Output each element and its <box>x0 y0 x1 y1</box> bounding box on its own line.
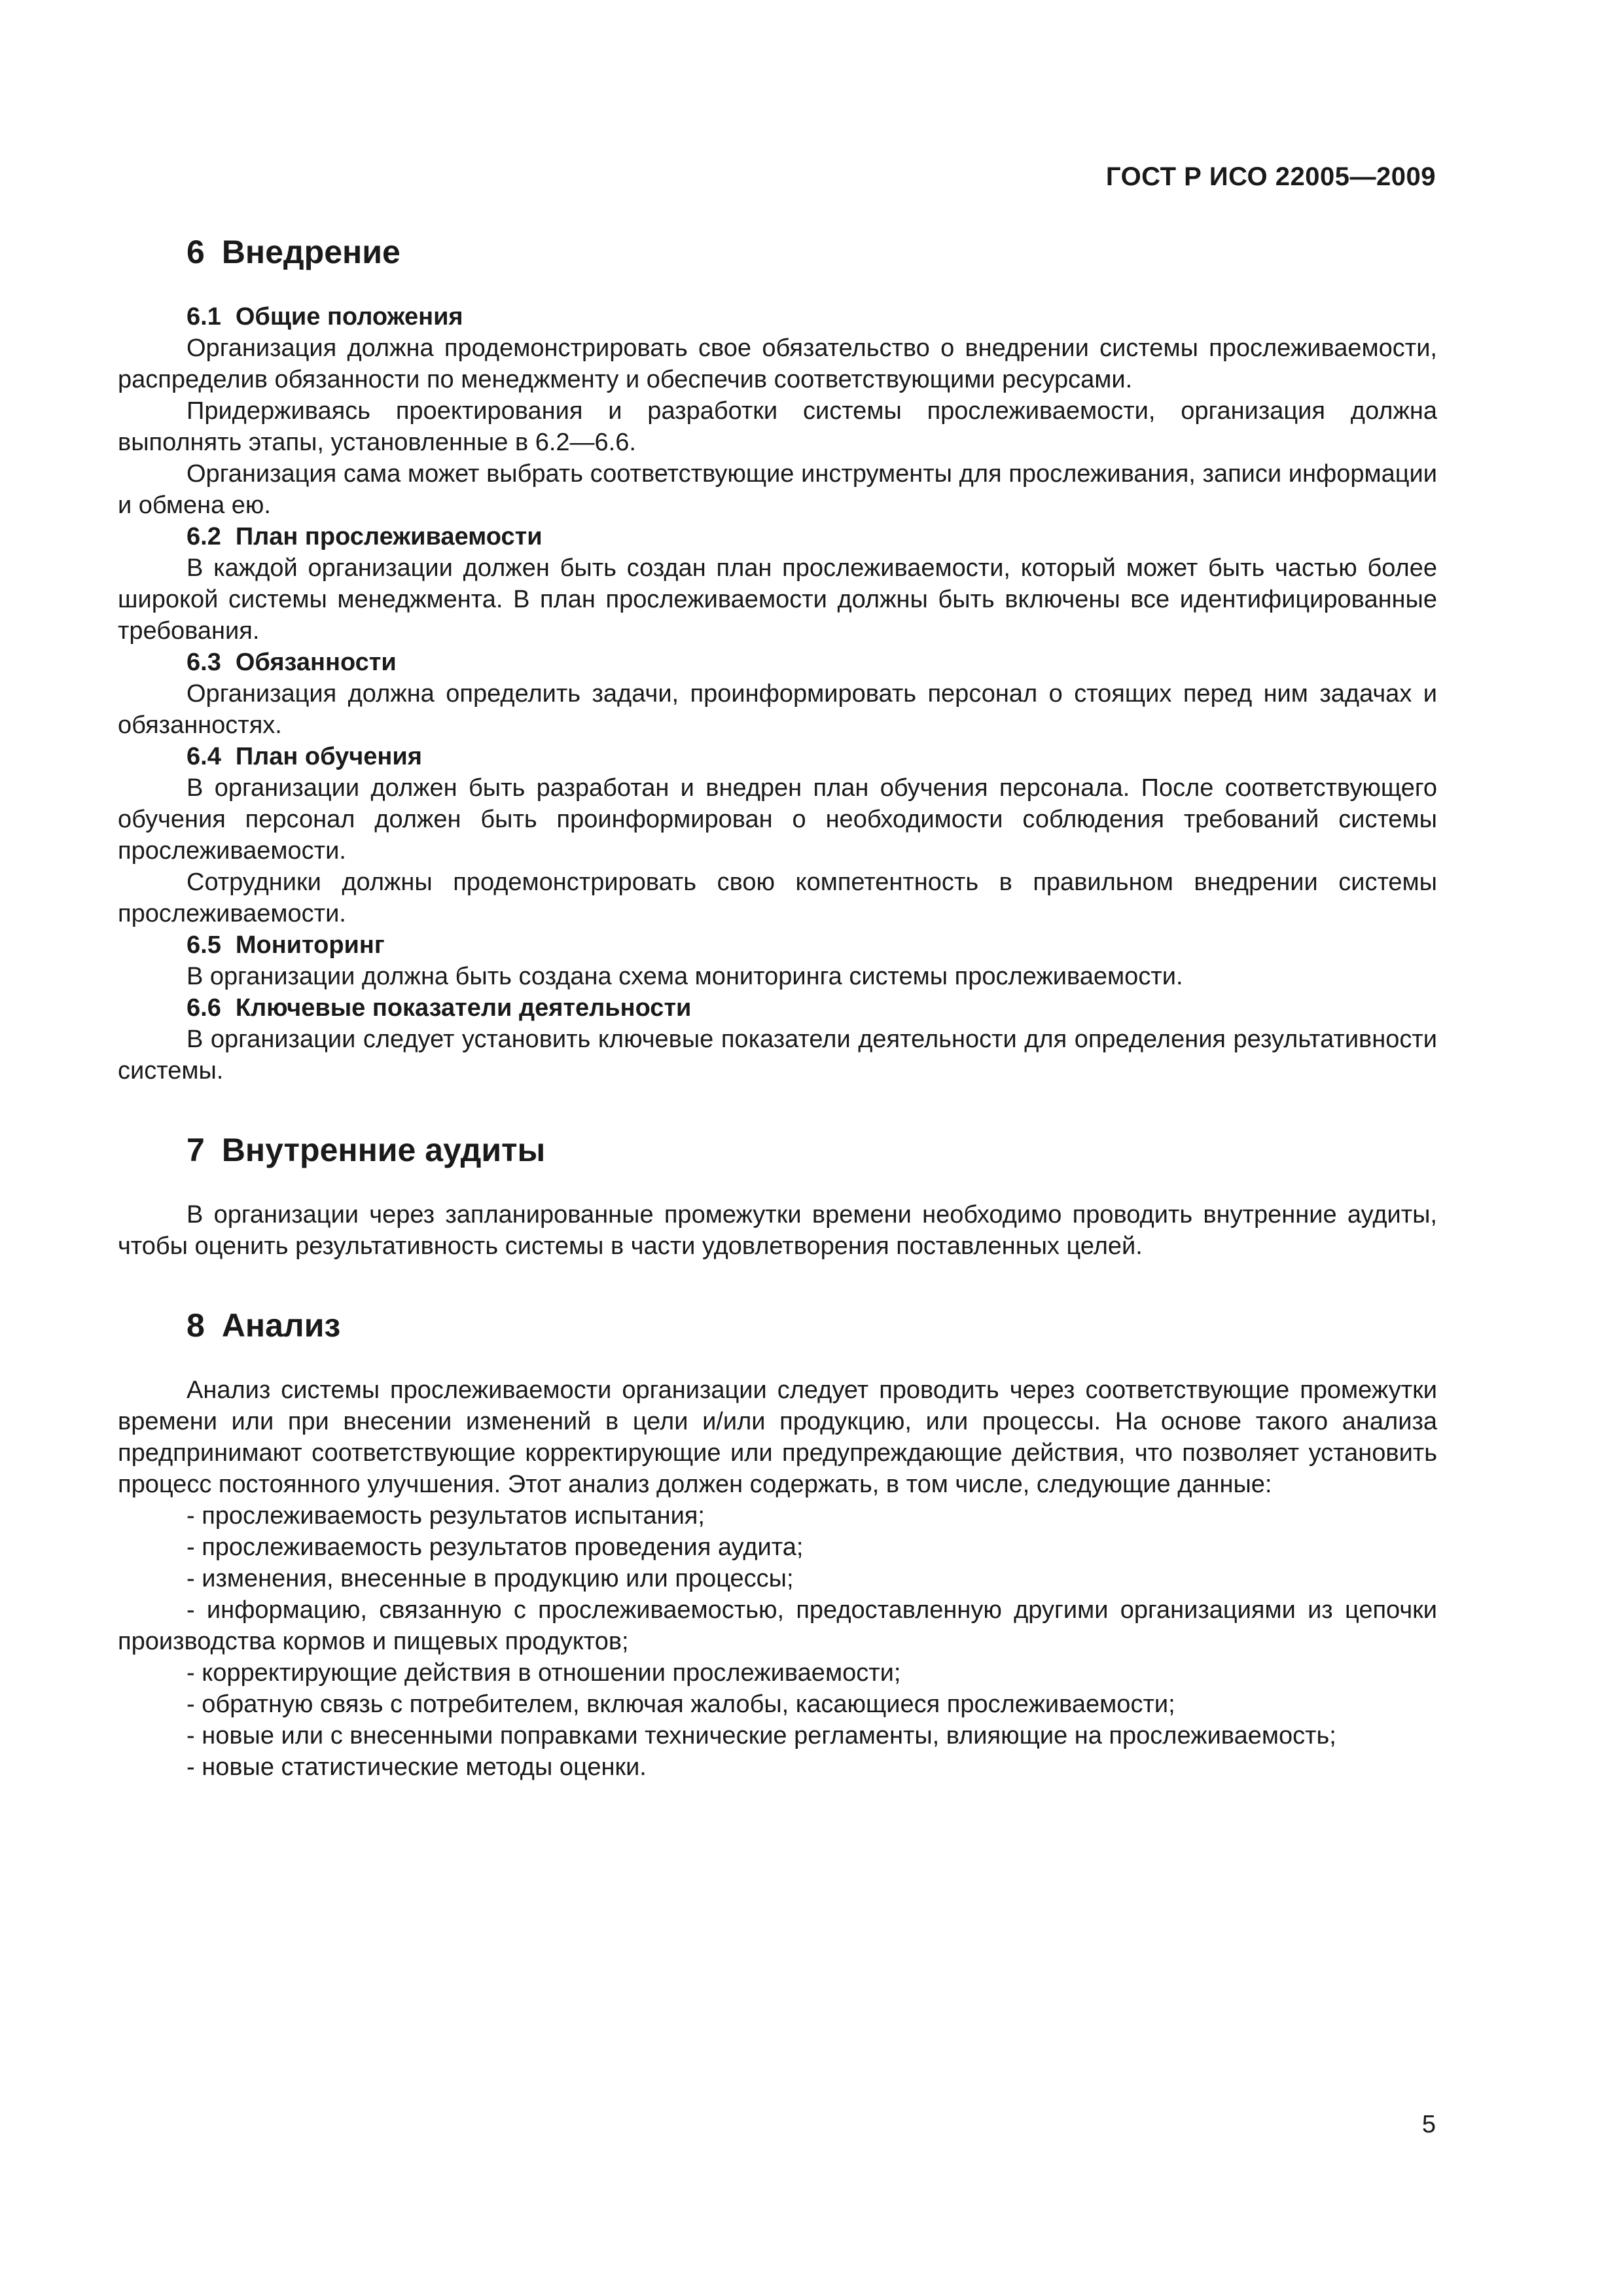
subsection-6-4-number: 6.4 <box>187 743 221 770</box>
section-7-title: Внутренние аудиты <box>221 1132 546 1168</box>
subsection-6-4-heading <box>118 741 1437 772</box>
paragraph-8-1: Анализ системы прослеживаемости организации следует проводить через соответствующие промежутки времени или при внесении изменений в цели и/или продукцию, или процессы. На основе такого анализа предпринимают соответствующие корректирующие или предупреждающие действия, что позволяет установить процесс постоянного улучшения. Этот анализ должен содержать, в том числе, следующие данные: <box>118 1376 1437 1498</box>
paragraph-6-1-2: Придерживаясь проектирования и разработки системы прослеживаемости, организация должна выполнять этапы, установленные в 6.2—6.6. <box>118 397 1437 456</box>
paragraph-6-6-1: В организации следует установить ключевые показатели деятельности для определения результативности системы. <box>118 1026 1437 1085</box>
subsection-6-3-number: 6.3 <box>187 649 221 676</box>
analysis-data-list <box>118 1500 1437 1783</box>
subsection-6-4-title: План обучения <box>235 743 422 770</box>
list-item: - прослеживаемость результатов проведения аудита; <box>187 1534 804 1561</box>
document-body <box>118 229 1437 1783</box>
paragraph-6-2-1: В каждой организации должен быть создан план прослеживаемости, который может быть частью более широкой системы менеджмента. В план прослеживаемости должны быть включены все идентифицированные требования. <box>118 554 1437 645</box>
section-6-number: 6 <box>187 234 205 270</box>
section-8-title: Анализ <box>221 1307 341 1344</box>
subsection-6-5-title: Мониторинг <box>235 931 385 959</box>
subsection-6-5-number: 6.5 <box>187 931 221 959</box>
subsection-6-6-heading <box>118 992 1437 1024</box>
section-8-number: 8 <box>187 1307 205 1344</box>
section-6-heading <box>118 229 1437 275</box>
subsection-6-3-heading <box>118 647 1437 678</box>
section-7-heading <box>118 1127 1437 1173</box>
subsection-6-6-number: 6.6 <box>187 994 221 1022</box>
section-8-heading <box>118 1302 1437 1348</box>
document-code-header: ГОСТ Р ИСО 22005—2009 <box>1105 162 1436 191</box>
list-item: - обратную связь с потребителем, включая жалобы, касающиеся прослеживаемости; <box>187 1691 1175 1718</box>
subsection-6-5-heading <box>118 929 1437 961</box>
paragraph-6-4-2: Сотрудники должны продемонстрировать свою компетентность в правильном внедрении системы прослеживаемости. <box>118 869 1437 927</box>
list-item: - прослеживаемость результатов испытания; <box>187 1502 705 1530</box>
subsection-6-6-title: Ключевые показатели деятельности <box>235 994 692 1022</box>
subsection-6-1-heading <box>118 301 1437 332</box>
paragraph-6-1-1: Организация должна продемонстрировать свое обязательство о внедрении системы прослеживаемости, распределив обязанности по менеджменту и обеспечив соответствующими ресурсами. <box>118 334 1437 393</box>
list-item: - корректирующие действия в отношении прослеживаемости; <box>187 1659 901 1687</box>
subsection-6-3-title: Обязанности <box>235 649 397 676</box>
paragraph-6-3-1: Организация должна определить задачи, проинформировать персонал о стоящих перед ним задачах и обязанностях. <box>118 680 1437 739</box>
paragraph-7-1: В организации через запланированные промежутки времени необходимо проводить внутренние аудиты, чтобы оценить результативность системы в части удовлетворения поставленных целей. <box>118 1201 1437 1260</box>
paragraph-6-1-3: Организация сама может выбрать соответствующие инструменты для прослеживания, записи информации и обмена ею. <box>118 460 1437 519</box>
list-item: - новые или с внесенными поправками технические регламенты, влияющие на прослеживаемость; <box>187 1722 1336 1749</box>
subsection-6-2-number: 6.2 <box>187 523 221 550</box>
section-7-number: 7 <box>187 1132 205 1168</box>
subsection-6-1-number: 6.1 <box>187 303 221 331</box>
subsection-6-1-title: Общие положения <box>235 303 463 331</box>
subsection-6-2-heading <box>118 521 1437 552</box>
page-number: 5 <box>1421 2111 1436 2138</box>
list-item: - изменения, внесенные в продукцию или процессы; <box>187 1565 794 1592</box>
paragraph-6-4-1: В организации должен быть разработан и внедрен план обучения персонала. После соответствующего обучения персонал должен быть проинформирован о необходимости соблюдения требований системы прослеживаемости. <box>118 774 1437 865</box>
list-item: - новые статистические методы оценки. <box>187 1753 647 1781</box>
list-item: - информацию, связанную с прослеживаемостью, предоставленную другими организациями из цепочки производства кормов и пищевых продуктов; <box>118 1596 1437 1655</box>
paragraph-6-5-1: В организации должна быть создана схема мониторинга системы прослеживаемости. <box>187 963 1183 990</box>
subsection-6-2-title: План прослеживаемости <box>235 523 543 550</box>
section-6-title: Внедрение <box>221 234 401 270</box>
